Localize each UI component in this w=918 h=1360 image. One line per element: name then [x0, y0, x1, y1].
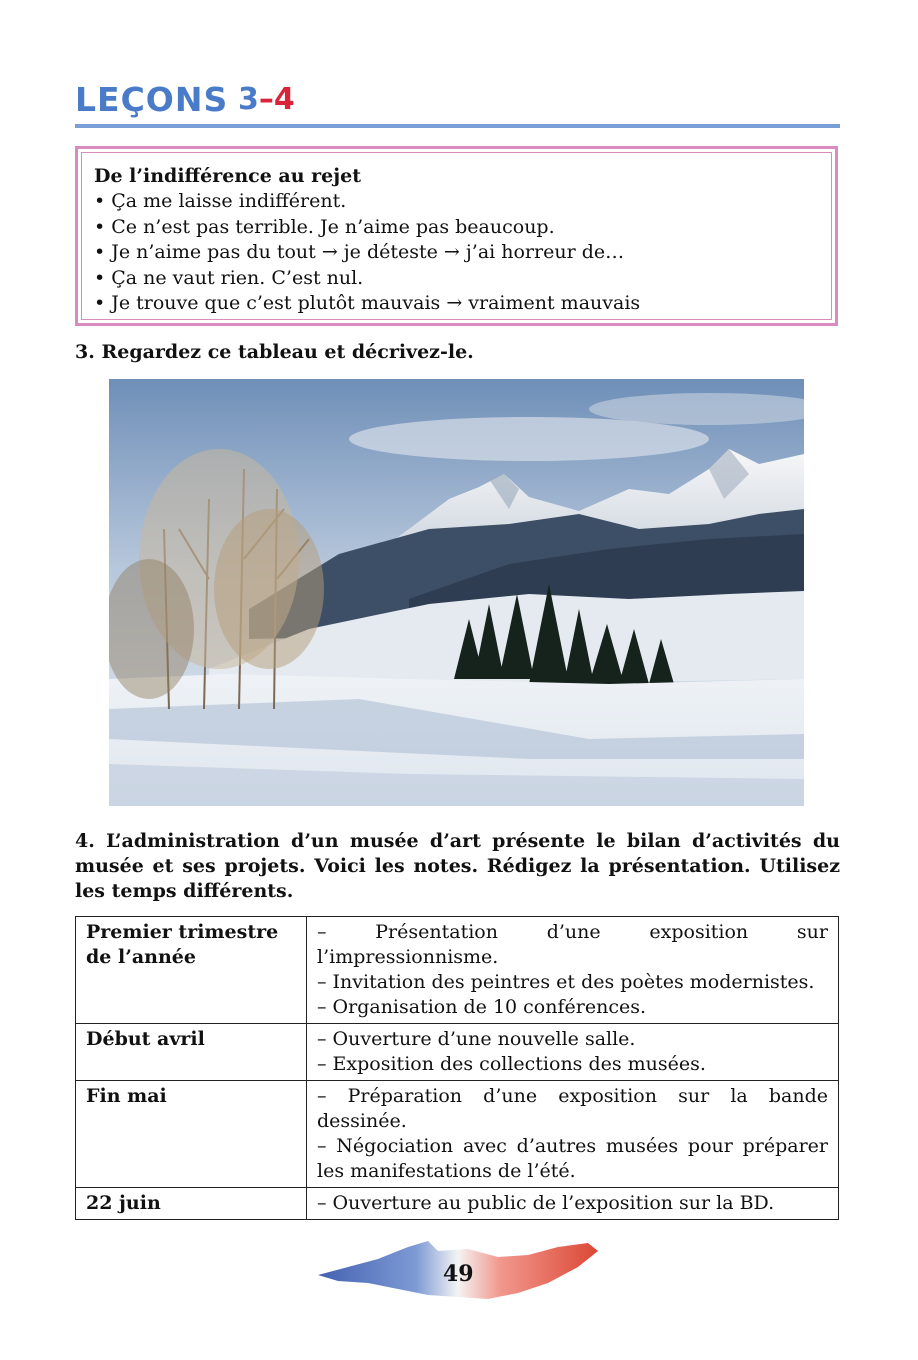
activity-line: – Exposition des collections des musées. [317, 1053, 706, 1075]
vocabulary-box-inner [81, 152, 832, 320]
table-row [76, 1081, 839, 1188]
exercise-4-instruction: 4. L’administration d’un musée d’art présente le bilan d’activités du musée et ses projets. Voici les notes. Rédigez la présentation. Utilisez les temps différents. [75, 830, 840, 902]
vocabulary-item: • Je n’aime pas du tout → je déteste → j’ai horreur de… [94, 240, 819, 266]
lesson-range-end: 4 [273, 82, 295, 117]
vocabulary-item: • Ça ne vaut rien. C’est nul. [94, 266, 819, 292]
period-cell: Fin mai [76, 1081, 307, 1188]
activity-line: – Invitation des peintres et des poètes modernistes. [317, 971, 815, 993]
lesson-range-start: 3 [238, 82, 259, 117]
vocabulary-item: • Ça me laisse indifférent. [94, 189, 819, 215]
table-row [76, 917, 839, 1024]
vocabulary-box-title: De l’indifférence au rejet [94, 165, 361, 187]
period-cell: Début avril [76, 1024, 307, 1081]
activities-cell [307, 1081, 839, 1188]
activity-line: – Ouverture au public de l’exposition sur la BD. [317, 1192, 775, 1214]
activity-line: – Organisation de 10 conférences. [317, 996, 647, 1018]
activities-cell [307, 917, 839, 1024]
exercise-3-instruction: 3. Regardez ce tableau et décrivez-le. [75, 341, 474, 363]
page-footer [318, 1237, 600, 1309]
vocabulary-item: • Je trouve que c’est plutôt mauvais → vraiment mauvais [94, 291, 819, 317]
period-cell: Premier trimestre de l’année [76, 917, 307, 1024]
period-cell: 22 juin [76, 1188, 307, 1220]
lesson-range [238, 82, 295, 117]
activities-table [75, 916, 839, 1220]
activity-line: – Négociation avec d’autres musées pour préparer les manifestations de l’été. [317, 1135, 828, 1182]
lesson-title: LEÇONS [75, 80, 229, 119]
activity-line: – Préparation d’une exposition sur la bande dessinée. [317, 1085, 828, 1132]
winter-landscape-painting [109, 379, 804, 806]
page-number: 49 [443, 1261, 474, 1287]
page-header [75, 78, 840, 128]
lesson-range-separator: – [258, 82, 274, 117]
vocabulary-box [75, 146, 838, 326]
table-row [76, 1024, 839, 1081]
activities-cell [307, 1188, 839, 1220]
activities-cell [307, 1024, 839, 1081]
table-row [76, 1188, 839, 1220]
activity-line: – Présentation d’une exposition sur l’impressionnisme. [317, 921, 828, 968]
vocabulary-item: • Ce n’est pas terrible. Je n’aime pas beaucoup. [94, 215, 819, 241]
activity-line: – Ouverture d’une nouvelle salle. [317, 1028, 636, 1050]
vocabulary-list [94, 189, 819, 317]
header-rule [75, 124, 840, 128]
